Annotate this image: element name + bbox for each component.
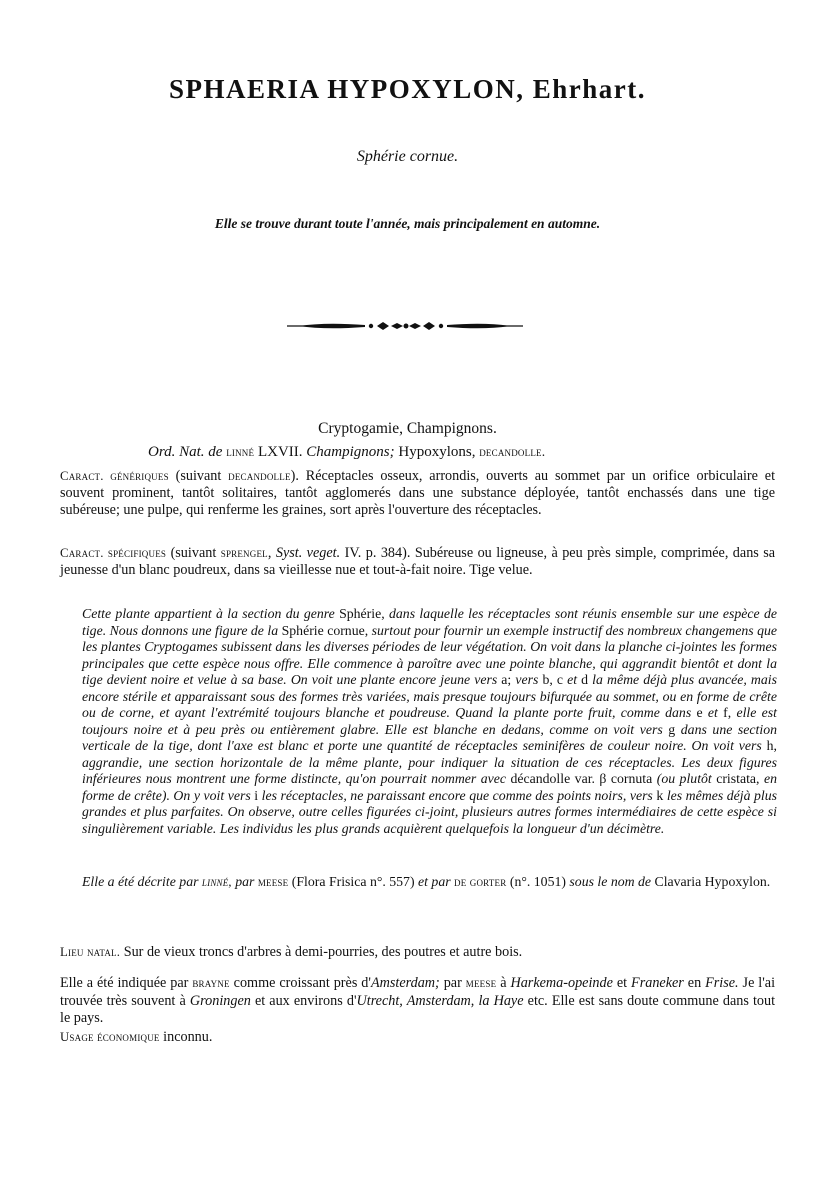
usage-economique bbox=[60, 1029, 212, 1046]
obs-roman: k bbox=[656, 787, 664, 803]
obs-roman: décandolle var. β cornuta bbox=[510, 771, 653, 786]
place-name: Franeker bbox=[631, 975, 684, 991]
obs-text: la même déjà plus avancée, mais encore stérile et apparaissant sous des formes très variées, mais presque toujours bifurquée au sommet, ou en forme de crête ou de corne, et ayant l'extrémité toujours blanche et poudreuse. Quand la plante porte fruit, comme dans bbox=[82, 672, 777, 720]
obs-roman: f, bbox=[723, 705, 732, 720]
indic-text: en bbox=[687, 975, 702, 991]
obs-text: en forme de crête). On y voit vers bbox=[82, 771, 777, 803]
author-brayne: brayne bbox=[192, 976, 230, 990]
descr-text: sous le nom de bbox=[569, 874, 652, 889]
usage-label: Usage économique bbox=[60, 1030, 160, 1044]
author-gorter: de gorter bbox=[454, 875, 507, 889]
indic-text: Elle a été indiquée par bbox=[60, 975, 189, 991]
generic-open: (suivant bbox=[175, 468, 222, 484]
obs-text: dans une section verticale de la tige, dont l'axe est blanc et porte une quantité de réceptacles seminifères de couleur noire. On voit vers bbox=[82, 721, 778, 753]
obs-text: aggrandie, une section horizontale de la même plante, pour indiquer la situation de ces réceptacles. Les deux figures inférieures nous montrent une forme distincte, qu'on pourrait nommer avec bbox=[82, 754, 777, 786]
specific-author: sprengel bbox=[220, 546, 268, 560]
generic-characters bbox=[60, 468, 775, 520]
descr-text: par bbox=[235, 874, 255, 889]
descr-text: et par bbox=[418, 874, 451, 889]
order-prefix: Ord. Nat. de bbox=[148, 444, 223, 460]
place-name: Utrecht, Amsterdam, la Haye bbox=[356, 992, 524, 1009]
usage-text: inconnu. bbox=[163, 1029, 213, 1045]
obs-roman: b, c bbox=[542, 672, 564, 687]
obs-text: (ou plutôt bbox=[656, 771, 712, 786]
descr-roman: Clavaria Hypoxylon. bbox=[654, 874, 771, 889]
descr-roman: (n°. 1051) bbox=[509, 874, 566, 889]
place-name: Amsterdam; bbox=[370, 975, 440, 991]
obs-roman: h, bbox=[766, 738, 777, 753]
indic-text: par bbox=[443, 975, 462, 991]
author-meese: meese bbox=[465, 976, 497, 990]
obs-text: les réceptacles, ne paraissant encore que comme des points noirs, vers bbox=[261, 787, 653, 803]
indic-text: etc. Elle est sans doute commune dans tout le pays. bbox=[60, 992, 776, 1026]
place-name: Frise. bbox=[705, 975, 739, 991]
obs-text: les mêmes déjà plus grandes et plus parfaites. On observe, outre celles figurées ci-joint, plusieurs autres formes intermédiaires de cette espèce si singulièrement variable. Les individus les plus grands acquièrent quelquefois la longueur d'un décimètre. bbox=[82, 787, 778, 836]
obs-roman: e bbox=[696, 705, 703, 720]
generic-text: ). Réceptacles osseux, arrondis, ouverts au sommet par un orifice orbiculaire et souvent prominent, tantôt solitaires, tantôt agglomerés dans une substance déployée, tantôt enchassés dans une tige subéreuse; une pulpe, qui renferme les graines, sort après l'ouverture des réceptacles. bbox=[60, 468, 776, 519]
observation-paragraph bbox=[82, 606, 777, 837]
specific-text: IV. p. 384). Subéreuse ou ligneuse, à peu près simple, comprimée, dans sa jeunesse d'un blanc poudreux, dans sa vieillesse nue et tout-à-fait noire. Tige velue. bbox=[60, 545, 776, 579]
order-group: Champignons; bbox=[306, 444, 395, 460]
classification: Cryptogamie, Champignons. bbox=[318, 420, 497, 437]
indic-text: à bbox=[500, 975, 507, 991]
obs-text: surtout pour fournir un exemple instructif des nombreux changemens que les plantes Cryptogames subissent dans les diverses périodes de leur végétation. On voit dans la planche ci-jointes les formes principales que cette espèce nous offre. Elle commence à paroître avec une pointe blanche, qui aggrandit bientôt et dont la tige devient noire et velue à sa base. On voit une plante encore jeune vers bbox=[82, 622, 778, 687]
author-linne: linné bbox=[226, 444, 255, 459]
obs-text: dans laquelle les réceptacles sont réunis ensemble sur une espèce de tige. Nous donnons une figure de la bbox=[82, 606, 778, 638]
author-decandolle: decandolle. bbox=[479, 444, 546, 459]
obs-roman: g bbox=[668, 721, 676, 737]
indic-text: comme croissant près d' bbox=[233, 975, 371, 991]
obs-text: et bbox=[567, 672, 578, 687]
obs-text: elle est toujours noire et à peu près ou entièrement glabre. Elle est blanche en dedans, comme on voit vers bbox=[82, 705, 777, 737]
specific-characters: Caract. spécifiques (suivant sprengel, Syst. veget. IV. p. 384). Subéreuse ou ligneuse, à peu près simple, comprimée, dans sa jeunesse d'un blanc poudreux, dans sa vieillesse nue et tout-à-fait noire. Tige velue. bbox=[60, 545, 776, 579]
obs-text: et bbox=[707, 705, 718, 720]
obs-roman: d bbox=[581, 672, 589, 687]
descr-text: Elle a été décrite par bbox=[82, 874, 199, 889]
order-number: LXVII. bbox=[257, 444, 303, 460]
author-meese: meese bbox=[257, 875, 289, 889]
indic-text: et bbox=[616, 975, 628, 991]
obs-roman: Sphérie cornue, bbox=[281, 622, 369, 638]
ornament-divider bbox=[285, 318, 525, 334]
indic-text: Je l'ai trouvée très souvent à bbox=[60, 975, 776, 1009]
description-paragraph bbox=[82, 874, 777, 891]
place-name: Groningen bbox=[189, 992, 251, 1009]
obs-roman: Sphérie, bbox=[339, 606, 385, 621]
page-title: SPHAERIA HYPOXYLON, Ehrhart. bbox=[168, 74, 647, 104]
lieu-text: Sur de vieux troncs d'arbres à demi-pourries, des poutres et autre bois. bbox=[123, 944, 523, 960]
lieu-label: Lieu natal. bbox=[60, 945, 121, 959]
specific-ref: Syst. veget. bbox=[275, 545, 341, 561]
obs-roman: i bbox=[254, 787, 259, 803]
place-name: Harkema-opeinde bbox=[510, 975, 613, 991]
specific-label: Caract. spécifiques bbox=[60, 546, 167, 560]
generic-label: Caract. génériques bbox=[60, 469, 169, 483]
indication-paragraph bbox=[60, 975, 775, 1028]
descr-roman: (Flora Frisica n°. 557) bbox=[291, 874, 415, 889]
natural-order bbox=[148, 444, 545, 461]
order-family: Hypoxylons, bbox=[398, 444, 476, 460]
common-name: Sphérie cornue. bbox=[356, 148, 459, 165]
author-linne: linné, bbox=[201, 875, 232, 889]
generic-author: decandolle bbox=[228, 469, 291, 483]
indic-text: et aux environs d' bbox=[254, 992, 357, 1009]
specific-open: (suivant bbox=[170, 545, 217, 561]
obs-text: Cette plante appartient à la section du genre bbox=[82, 606, 335, 621]
obs-text: vers bbox=[515, 672, 539, 687]
habitat-line: Elle se trouve durant toute l'année, mais principalement en automne. bbox=[214, 216, 601, 231]
lieu-natal bbox=[60, 944, 775, 961]
obs-roman: cristata, bbox=[716, 771, 760, 786]
obs-roman: a; bbox=[501, 672, 512, 687]
